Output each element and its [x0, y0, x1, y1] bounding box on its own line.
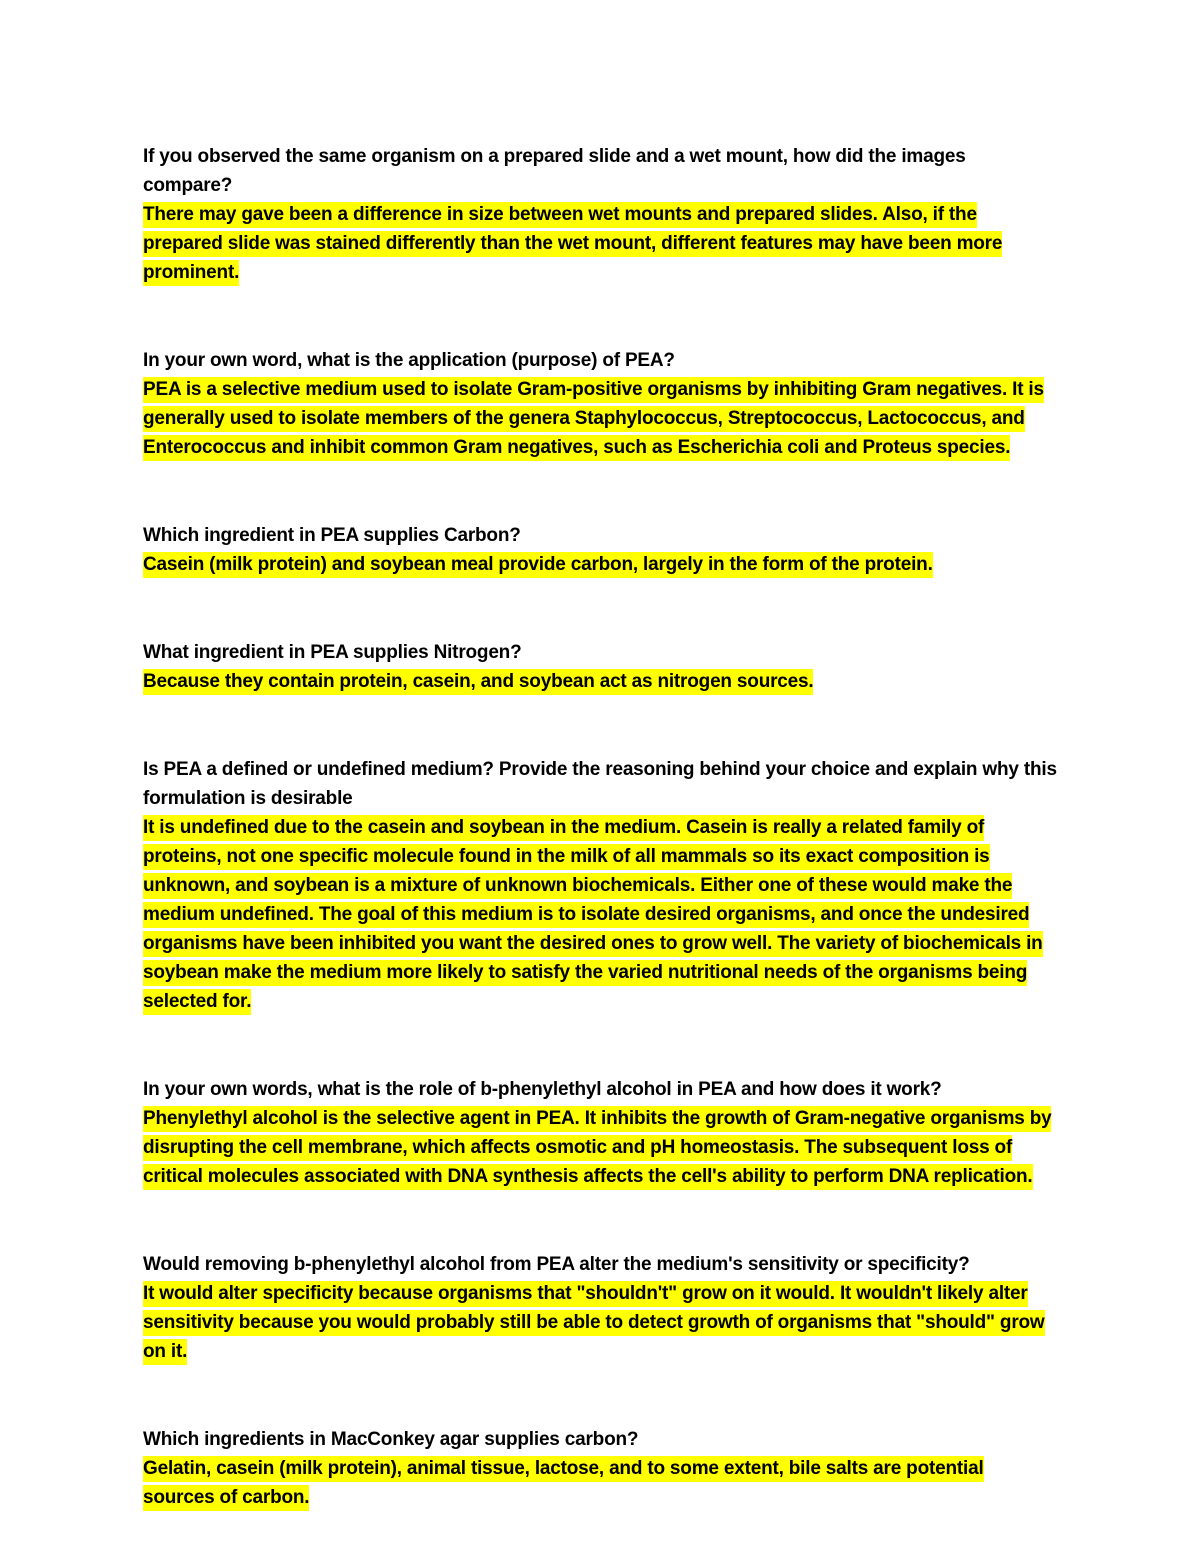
- document-content: [143, 142, 1059, 1553]
- qa-block: [143, 346, 1059, 462]
- answer-highlight: Phenylethyl alcohol is the selective agent in PEA. It inhibits the growth of Gram-negative organisms by disrupting the cell membrane, which affects osmotic and pH homeostasis. The subsequent loss of critical molecules associated with DNA synthesis affects the cell's ability to perform DNA replication.: [143, 1106, 1051, 1190]
- answer-text: [143, 667, 1059, 696]
- question-text: Which ingredient in PEA supplies Carbon?: [143, 525, 521, 546]
- qa-block: [143, 521, 1059, 579]
- answer-highlight: PEA is a selective medium used to isolate Gram-positive organisms by inhibiting Gram negatives. It is generally used to isolate members of the genera Staphylococcus, Streptococcus, Lactococcus, and Enterococcus and inhibit common Gram negatives, such as Escherichia coli and Proteus species.: [143, 377, 1044, 461]
- answer-highlight: There may gave been a difference in size between wet mounts and prepared slides. Also, if the prepared slide was stained differently than the wet mount, different features may have been more prominent.: [143, 202, 1002, 286]
- answer-text: [143, 813, 1059, 1016]
- qa-block: [143, 755, 1059, 1016]
- answer-text: [143, 200, 1059, 287]
- question-text: Would removing b-phenylethyl alcohol from PEA alter the medium's sensitivity or specificity?: [143, 1254, 970, 1275]
- question-text: In your own words, what is the role of b-phenylethyl alcohol in PEA and how does it work?: [143, 1079, 942, 1100]
- answer-highlight: It is undefined due to the casein and soybean in the medium. Casein is really a related family of proteins, not one specific molecule found in the milk of all mammals so its exact composition is unknown, and soybean is a mixture of unknown biochemicals. Either one of these would make the medium undefined. The goal of this medium is to isolate desired organisms, and once the undesired organisms have been inhibited you want the desired ones to grow well. The variety of biochemicals in soybean make the medium more likely to satisfy the varied nutritional needs of the organisms being selected for.: [143, 815, 1043, 1015]
- answer-highlight: Casein (milk protein) and soybean meal provide carbon, largely in the form of the protein.: [143, 552, 933, 578]
- answer-text: [143, 375, 1059, 462]
- answer-highlight: Because they contain protein, casein, and soybean act as nitrogen sources.: [143, 669, 813, 695]
- question-text: What ingredient in PEA supplies Nitrogen?: [143, 642, 522, 663]
- answer-highlight: It would alter specificity because organisms that "shouldn't" grow on it would. It wouldn't likely alter sensitivity because you would probably still be able to detect growth of organisms that "should" grow on it.: [143, 1281, 1045, 1365]
- answer-highlight: Gelatin, casein (milk protein), animal tissue, lactose, and to some extent, bile salts are potential sources of carbon.: [143, 1456, 984, 1511]
- qa-block: [143, 1075, 1059, 1191]
- answer-text: [143, 550, 1059, 579]
- qa-block: [143, 1425, 1059, 1512]
- qa-block: [143, 1250, 1059, 1366]
- question-text: In your own word, what is the application (purpose) of PEA?: [143, 350, 675, 371]
- answer-text: [143, 1279, 1059, 1366]
- question-text: Which ingredients in MacConkey agar supplies carbon?: [143, 1429, 639, 1450]
- question-text: Is PEA a defined or undefined medium? Provide the reasoning behind your choice and explain why this formulation is desirable: [143, 759, 1057, 809]
- answer-text: [143, 1454, 1059, 1512]
- question-text: If you observed the same organism on a prepared slide and a wet mount, how did the images compare?: [143, 146, 966, 196]
- answer-text: [143, 1104, 1059, 1191]
- qa-block: [143, 142, 1059, 287]
- qa-block: [143, 638, 1059, 696]
